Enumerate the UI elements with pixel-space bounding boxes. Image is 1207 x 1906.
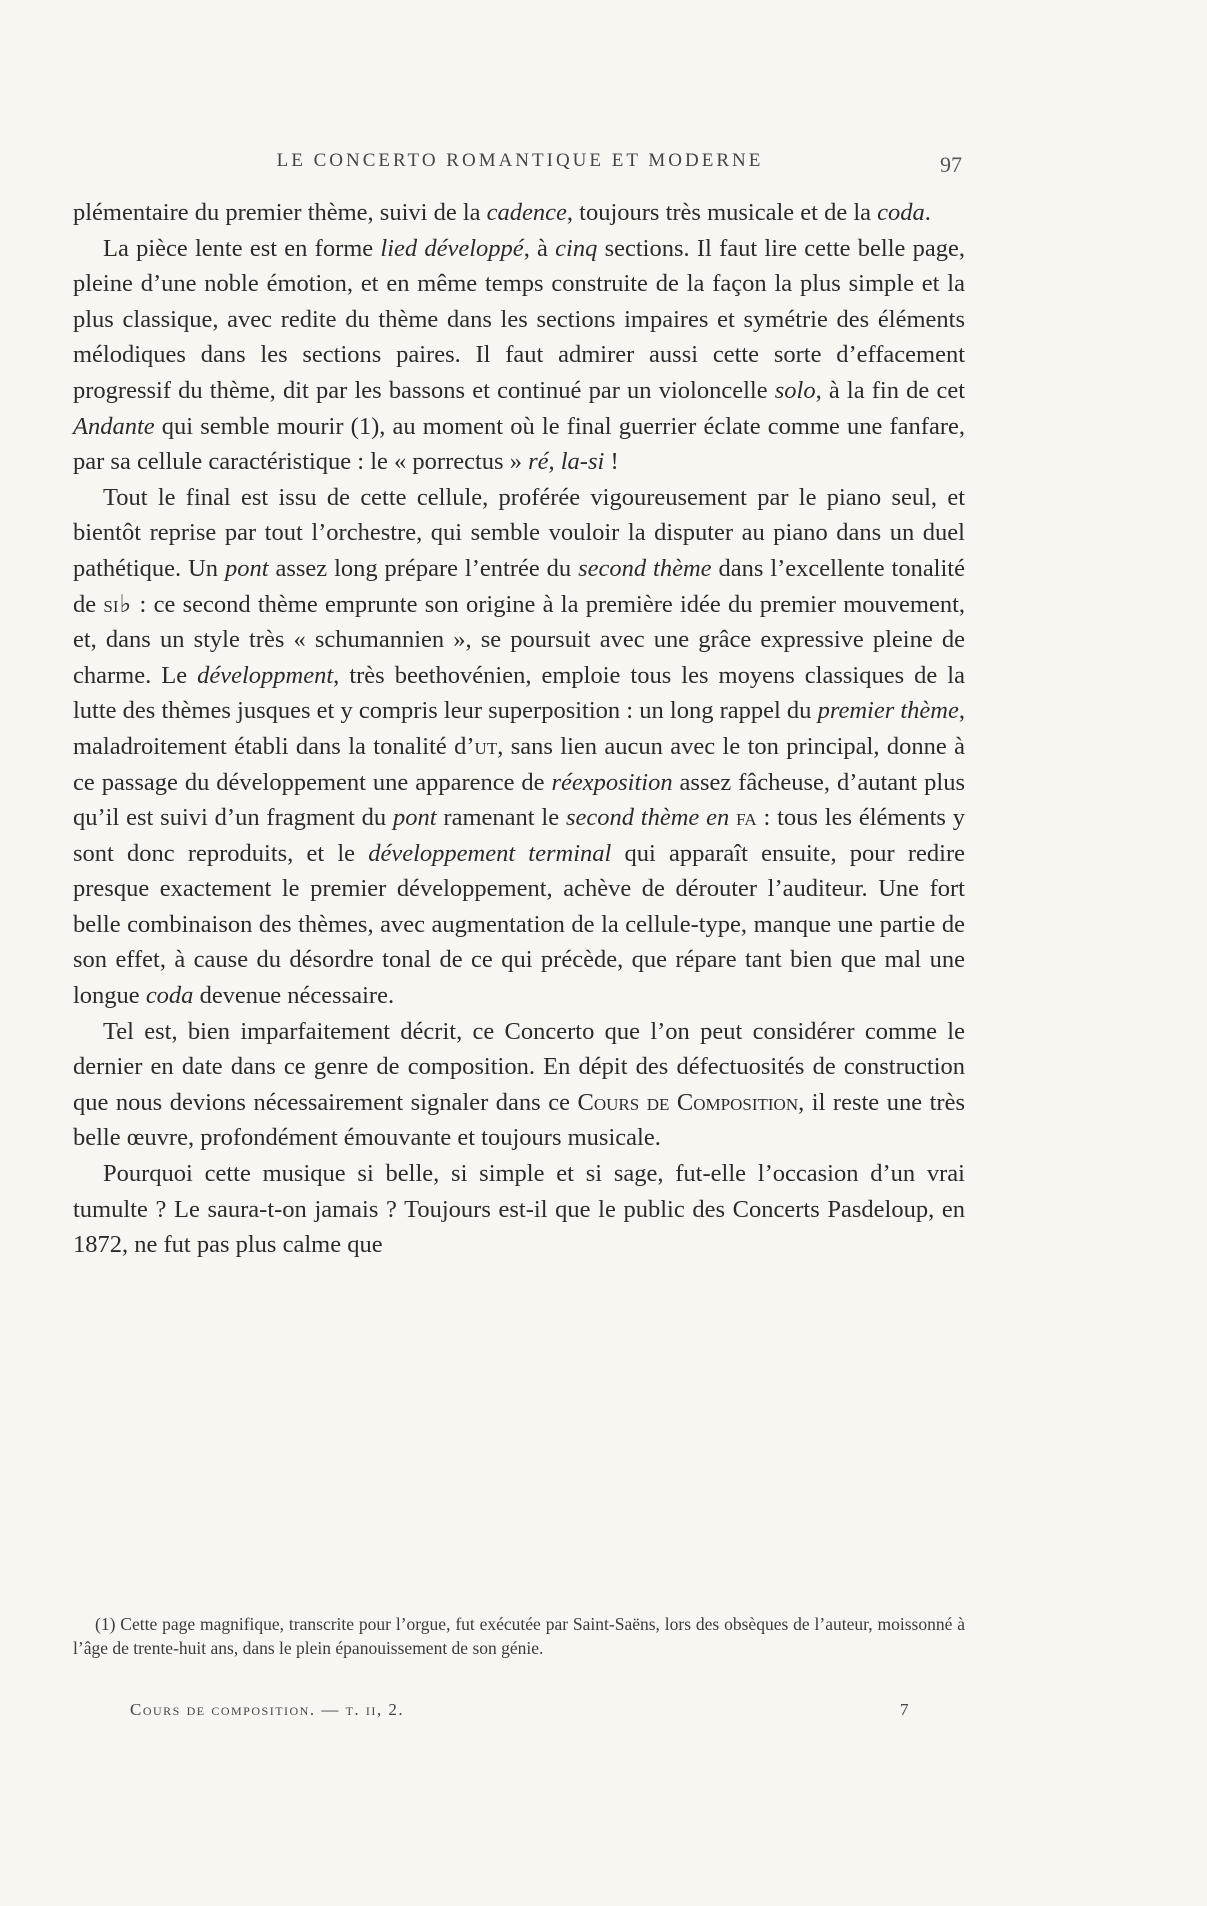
italic-term: réexposition xyxy=(551,768,673,796)
smallcaps-term: si♭ xyxy=(103,590,133,618)
italic-term: second thème xyxy=(578,554,712,582)
body-text xyxy=(73,195,965,1263)
text-run: , à xyxy=(523,234,556,262)
italic-term: développment xyxy=(197,661,334,689)
text-run: ramenant le xyxy=(436,804,566,832)
italic-term: lied développé xyxy=(380,234,524,262)
smallcaps-term: ut xyxy=(474,732,498,760)
text-run: sections. Il faut lire cette belle page, pleine d’une noble émotion, et en même temps construite de la façon la plus simple et la plus classique, avec redite du thème dans les sections impaires et symétrie des éléments mélodiques dans les sections paires. Il faut admirer aussi cette sorte d’effacement progressif du thème, dit par les bassons et continué par un violoncelle xyxy=(73,234,966,404)
paragraph xyxy=(73,1156,965,1263)
text-run: qui apparaît ensuite, pour redire presque exactement le premier développement, achève de dérouter l’auditeur. Une fort belle combinaison des thèmes, avec augmentation de la cellule-type, manque une partie de son effet, à cause du désordre tonal de ce qui précède, que répare tant bien que mal une longue xyxy=(73,839,966,1010)
italic-term: développement terminal xyxy=(368,839,612,867)
text-run: . xyxy=(924,199,931,226)
italic-term: pont xyxy=(393,804,437,832)
italic-term: ré, la-si xyxy=(528,448,605,476)
text-run: devenue nécessaire. xyxy=(193,982,395,1010)
text-run: Tel est, bien imparfaitement décrit, ce Concerto que l’on peut considérer comme le dernier en date dans ce genre de composition. En dépit des défectuosités de construction que nous devions nécessairement signaler dans ce xyxy=(73,1017,965,1116)
signature-line xyxy=(130,1700,930,1720)
text-run: , maladroitement établi dans la tonalité d’ xyxy=(73,697,965,760)
text-run: plémentaire du premier thème, suivi de la xyxy=(73,199,487,226)
text-run: , il reste une très belle œuvre, profondément émouvante et toujours musicale. xyxy=(73,1088,965,1152)
text-run: , toujours très musicale et de la xyxy=(566,199,878,226)
italic-term: premier thème xyxy=(817,697,959,725)
page-number: 97 xyxy=(940,152,962,177)
text-run: Tout le final est issu de cette cellule, proférée vigoureusement par le piano seul, et bientôt reprise par tout l’orchestre, qui semble vouloir la disputer au piano dans un duel pathétique. Un xyxy=(73,483,965,582)
smallcaps-term: Cours de Composition xyxy=(577,1088,799,1116)
italic-term: coda xyxy=(145,982,194,1010)
text-run: qui semble mourir (1), au moment où le final guerrier éclate comme une fanfare, par sa cellule caractéristique : le « porrectus » xyxy=(73,412,965,476)
italic-term: pont xyxy=(224,554,269,582)
italic-term: Andante xyxy=(73,412,155,440)
text-run: ! xyxy=(604,448,619,476)
paragraph xyxy=(73,231,965,480)
text-run: La pièce lente est en forme xyxy=(103,234,381,262)
text-run: assez fâcheuse, d’autant plus qu’il est suivi d’un fragment du xyxy=(73,768,965,832)
italic-term: solo xyxy=(774,376,816,404)
paragraph xyxy=(73,1014,965,1156)
italic-term: coda xyxy=(877,199,925,226)
footnote-text: (1) Cette page magnifique, transcrite pour l’orgue, fut exécutée par Saint-Saëns, lors des obsèques de l’auteur, moissonné à l’âge de trente-huit ans, dans le plein épanouissement de son génie. xyxy=(73,1614,965,1658)
text-run: : tous les éléments y sont donc reproduits, et le xyxy=(73,804,966,867)
running-header: LE CONCERTO ROMANTIQUE ET MODERNE xyxy=(276,150,764,171)
text-run: Pourquoi cette musique si belle, si simple et si sage, fut-elle l’occasion d’un vrai tumulte ? Le saura-t-on jamais ? Toujours est-il que le public des Concerts Pasdeloup, en 1872, ne fut pas plus calme que xyxy=(73,1160,965,1259)
text-run: : ce second thème emprunte son origine à la première idée du premier mouvement, et, dans un style très « schumannien », se poursuit avec une grâce expressive pleine de charme. Le xyxy=(73,590,966,689)
signature-number: 7 xyxy=(900,1700,910,1719)
footnote xyxy=(73,1612,965,1660)
signature-mark: Cours de composition. — t. ii, 2. xyxy=(130,1700,405,1719)
italic-term: second thème en xyxy=(565,804,730,832)
paragraph xyxy=(73,480,965,1014)
smallcaps-term: fa xyxy=(736,804,757,832)
italic-term: cinq xyxy=(555,234,598,262)
text-run: , très beethovénien, emploie tous les moyens classiques de la lutte des thèmes jusques et y compris leur superposition : un long rappel du xyxy=(73,661,965,725)
text-run: , à la fin de cet xyxy=(815,376,966,404)
text-run: assez long prépare l’entrée du xyxy=(268,554,579,582)
text-run: , sans lien aucun avec le ton principal, donne à ce passage du développement une apparence de xyxy=(73,732,965,796)
paragraph xyxy=(73,195,965,231)
italic-term: cadence xyxy=(486,199,567,226)
text-run: dans l’excellente tonalité de xyxy=(73,554,965,618)
